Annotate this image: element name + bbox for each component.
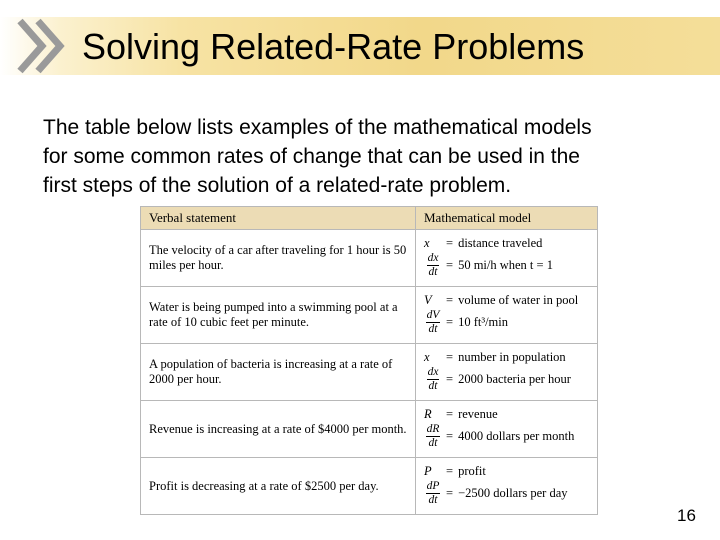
mathematical-model: x = distance traveled $\frac{dx}{dt}$ = 50 mi/h when t = 1 — [416, 230, 598, 287]
rate-description: 4000 dollars per month — [458, 429, 575, 443]
model-variable: x — [424, 349, 430, 364]
rate-description: 10 ft³/min — [458, 315, 508, 329]
mathematical-model: R = revenue $\frac{dR}{dt}$ = 4000 dollars per month — [416, 401, 598, 458]
table-row — [141, 230, 598, 287]
rate-fraction: $\frac{dx}{dt}$ — [427, 366, 439, 392]
rate-fraction: $\frac{dP}{dt}$ — [426, 480, 440, 506]
table-row — [141, 344, 598, 401]
column-header-verbal: Verbal statement — [141, 207, 416, 230]
table-header-row — [141, 207, 598, 230]
intro-paragraph — [43, 113, 693, 200]
rate-fraction: $\frac{dV}{dt}$ — [426, 309, 440, 335]
column-header-model: Mathematical model — [416, 207, 598, 230]
intro-line: first steps of the solution of a related-rate problem. — [43, 174, 512, 197]
mathematical-model: P = profit $\frac{dP}{dt}$ = −2500 dollars per day — [416, 458, 598, 515]
variable-description: number in population — [458, 349, 566, 364]
mathematical-model: V = volume of water in pool $\frac{dV}{dt}$ = 10 ft³/min — [416, 287, 598, 344]
rate-description: 2000 bacteria per hour — [458, 372, 571, 386]
models-table — [140, 206, 598, 515]
table-row — [141, 401, 598, 458]
table-row — [141, 458, 598, 515]
verbal-statement: Profit is decreasing at a rate of $2500 per day. — [141, 458, 416, 515]
variable-description: profit — [458, 463, 486, 478]
slide-title: Solving Related-Rate Problems — [82, 26, 585, 67]
verbal-statement: Water is being pumped into a swimming pool at a rate of 10 cubic feet per minute. — [141, 287, 416, 344]
verbal-statement: A population of bacteria is increasing at a rate of 2000 per hour. — [141, 344, 416, 401]
mathematical-model: x = number in population $\frac{dx}{dt}$ = 2000 bacteria per hour — [416, 344, 598, 401]
variable-description: revenue — [458, 406, 498, 421]
model-variable: x — [424, 235, 430, 250]
intro-line: for some common rates of change that can be used in the — [43, 145, 580, 168]
intro-line: The table below lists examples of the mathematical models — [43, 116, 592, 139]
double-chevron-icon — [8, 17, 78, 75]
rate-description: −2500 dollars per day — [458, 486, 568, 500]
variable-description: distance traveled — [458, 235, 543, 250]
table-row — [141, 287, 598, 344]
model-variable: P — [424, 463, 432, 478]
rate-fraction: $\frac{dx}{dt}$ — [427, 252, 439, 278]
model-variable: R — [424, 406, 432, 421]
variable-description: volume of water in pool — [458, 292, 579, 307]
page-number: 16 — [677, 506, 696, 525]
model-variable: V — [424, 292, 432, 307]
rate-fraction: $\frac{dR}{dt}$ — [426, 423, 440, 449]
rate-description: 50 mi/h when t = 1 — [458, 258, 553, 272]
verbal-statement: Revenue is increasing at a rate of $4000 per month. — [141, 401, 416, 458]
verbal-statement: The velocity of a car after traveling for 1 hour is 50 miles per hour. — [141, 230, 416, 287]
